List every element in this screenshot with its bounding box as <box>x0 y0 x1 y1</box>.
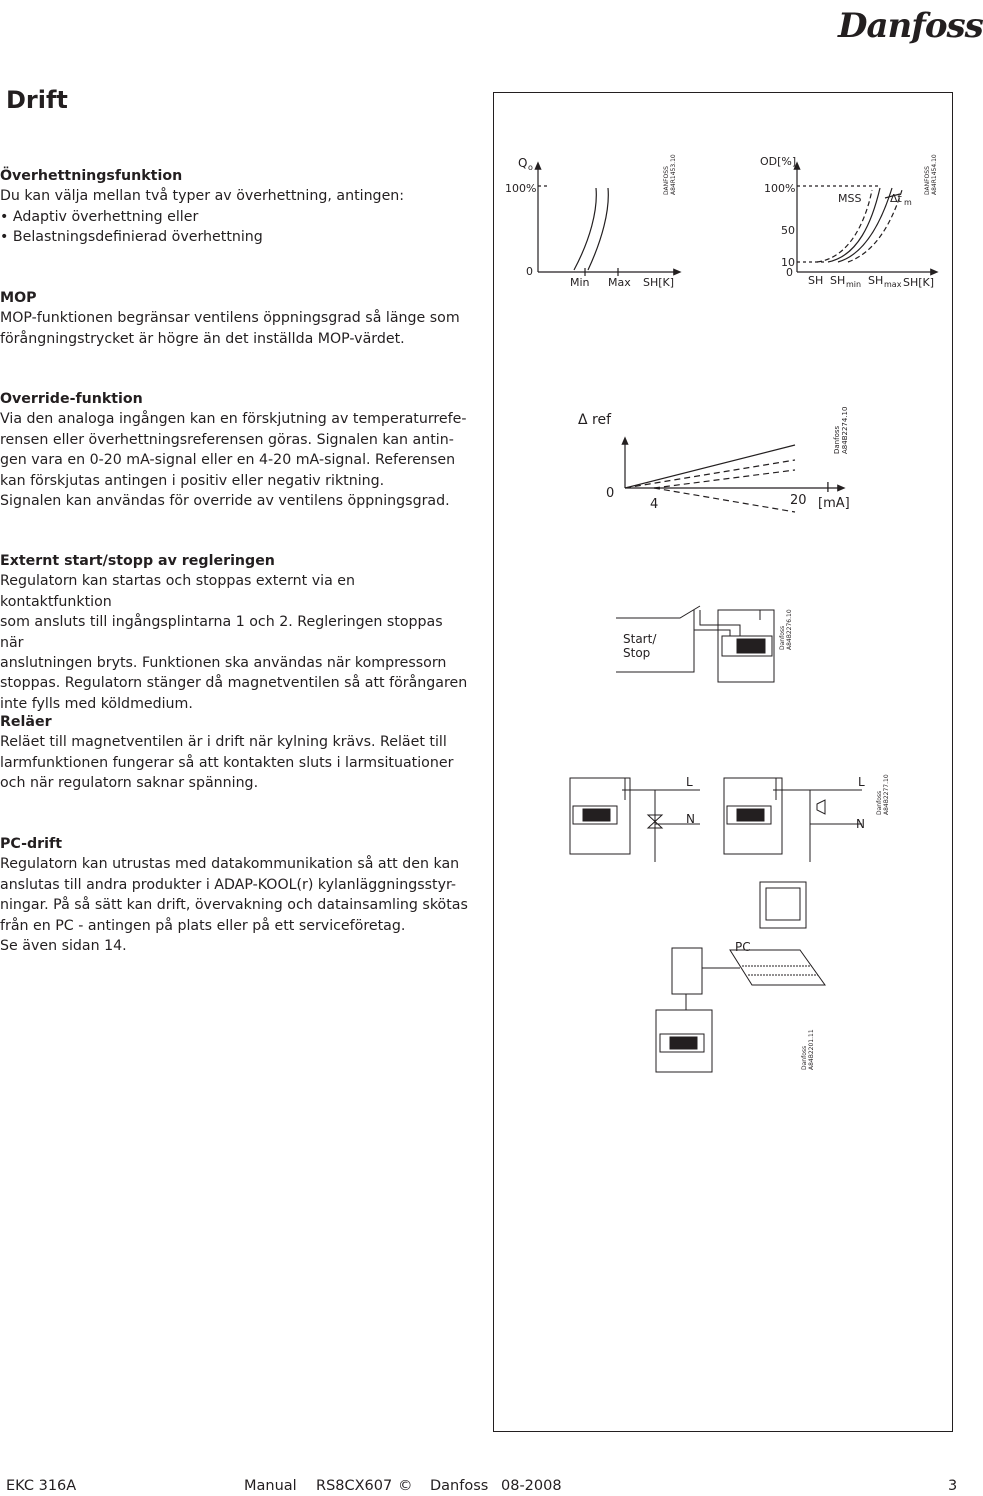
od-x-unit: SH[K] <box>903 276 935 289</box>
section-text: från en PC - antingen på plats eller på ett serviceföretag. <box>0 917 406 934</box>
section-heading: Override-funktion <box>0 391 143 407</box>
section-text: inte fylls med köldmedium. <box>0 695 193 712</box>
danfoss-logo: Danfoss <box>838 6 983 46</box>
section-text: kan förskjutas antingen i positiv eller negativ riktning. <box>0 472 385 489</box>
section-text: larmfunktionen fungerar så att kontakten sluts i larmsituationer <box>0 754 454 771</box>
section-heading: Överhettningsfunktion <box>0 168 183 184</box>
fig4-code1: Danfoss <box>779 625 786 650</box>
relay-n2: N <box>856 817 865 831</box>
list-item: • Belastningsdefinierad överhettning <box>0 227 470 247</box>
od-shmax-sub: max <box>884 280 902 289</box>
ref-x20: 20 <box>790 493 807 508</box>
start-label2: Stop <box>623 646 651 660</box>
fig6-code1: Danfoss <box>801 1045 808 1070</box>
relay-l1: L <box>686 775 693 789</box>
fig5-code1: Danfoss <box>876 790 883 815</box>
section-text: rensen eller överhettningsreferensen göras. Signalen kan antin- <box>0 431 454 448</box>
footer-doc-type: Manual <box>244 1478 297 1494</box>
section-text: ningar. På så sätt kan drift, övervakning och datainsamling skötas <box>0 897 468 914</box>
od-0: 0 <box>786 266 793 279</box>
fig5-code2: A84B2277.10 <box>883 774 890 815</box>
section-text: anslutningen bryts. Funktionen ska användas när kompressorn <box>0 655 447 672</box>
section-text: anslutas till andra produkter i ADAP-KOOL(r) kylanläggningsstyr- <box>0 876 457 893</box>
section-heading: MOP <box>0 290 37 306</box>
qo-0: 0 <box>526 265 533 278</box>
start-label1: Start/ <box>623 632 657 646</box>
fig3-code2: A84B2274.10 <box>841 406 849 454</box>
section-text: Regulatorn kan utrustas med datakommunikation så att den kan <box>0 856 460 873</box>
qo-max: Max <box>608 276 631 289</box>
section-text: Reläet till magnetventilen är i drift när kylning krävs. Reläet till <box>0 734 447 751</box>
od-delta-sub: m <box>904 198 912 207</box>
fig4-code2: A84B2276.10 <box>786 609 793 650</box>
od-shmin-sub: min <box>846 280 862 289</box>
od-100: 100% <box>764 182 796 195</box>
section-heading: Externt start/stopp av regleringen <box>0 553 275 569</box>
relay-n1: N <box>686 812 695 826</box>
od-shmin: SH <box>830 274 846 287</box>
section-heading: PC-drift <box>0 836 62 852</box>
section-text: förångningstrycket är högre än det inställda MOP-värdet. <box>0 330 405 347</box>
section-text: gen vara en 0-20 mA-signal eller en 4-20 mA-signal. Referensen <box>0 452 456 469</box>
ref-label: Δ ref <box>578 412 612 428</box>
figure-relays <box>570 778 862 862</box>
qo-min: Min <box>570 276 590 289</box>
fig1-code2: A84R1453.10 <box>670 154 677 195</box>
footer-page: 3 <box>948 1478 958 1494</box>
ref-x4: 4 <box>650 497 659 512</box>
od-label: OD[%] <box>760 155 797 168</box>
od-50: 50 <box>781 224 795 237</box>
ref-xi: I <box>826 481 830 496</box>
ref-x0: 0 <box>606 486 615 501</box>
list-item: • Adaptiv överhettning eller <box>0 207 470 227</box>
footer-date: 08-2008 <box>501 1478 562 1494</box>
pc-label: PC <box>735 940 751 954</box>
section-text: Via den analoga ingången kan en förskjutning av temperaturrefe- <box>0 411 467 428</box>
figure-qo-chart <box>538 165 678 276</box>
footer <box>0 1478 960 1496</box>
qo-x-unit: SH[K] <box>643 276 675 289</box>
footer-company: Danfoss <box>430 1478 489 1494</box>
section-text: Se även sidan 14. <box>0 938 127 955</box>
footer-product: EKC 316A <box>6 1478 77 1494</box>
qo-sub: o <box>528 163 533 172</box>
fig3-code1: Danfoss <box>833 425 841 454</box>
ref-x-unit: [mA] <box>818 496 850 511</box>
section-text: Signalen kan användas för override av ventilens öppningsgrad. <box>0 493 450 510</box>
qo-100: 100% <box>505 182 537 195</box>
fig2-code1: DANFOSS <box>924 166 931 195</box>
fig1-code1: DANFOSS <box>663 166 670 195</box>
qo-label: Q <box>518 156 528 170</box>
od-delta: Δt <box>890 192 902 205</box>
section-heading: Reläer <box>0 714 52 730</box>
footer-doc-code: RS8CX607 <box>316 1478 393 1494</box>
od-sh: SH <box>808 274 824 287</box>
od-10: 10 <box>781 256 795 269</box>
page-title: Drift <box>6 86 68 114</box>
section-text: MOP-funktionen begränsar ventilens öppningsgrad så länge som <box>0 310 460 327</box>
section-text: och när regulatorn saknar spänning. <box>0 775 259 792</box>
relay-l2: L <box>858 775 865 789</box>
section-text: stoppas. Regulatorn stänger då magnetventilen så att förångaren <box>0 675 468 692</box>
figure-od-chart <box>797 165 935 272</box>
section-text: Du kan välja mellan två typer av överhettning, antingen: <box>0 188 405 205</box>
section-text: Regulatorn kan startas och stoppas externt via en kontaktfunktion <box>0 573 356 610</box>
figure-pc <box>656 882 825 1072</box>
od-mss: MSS <box>838 192 862 205</box>
od-shmax: SH <box>868 274 884 287</box>
footer-copyright: © <box>398 1478 413 1494</box>
section-text: som ansluts till ingångsplintarna 1 och 2. Regleringen stoppas när <box>0 614 443 651</box>
fig6-code2: A84B2201.11 <box>808 1029 815 1070</box>
fig2-code2: A84R1454.10 <box>931 154 938 195</box>
